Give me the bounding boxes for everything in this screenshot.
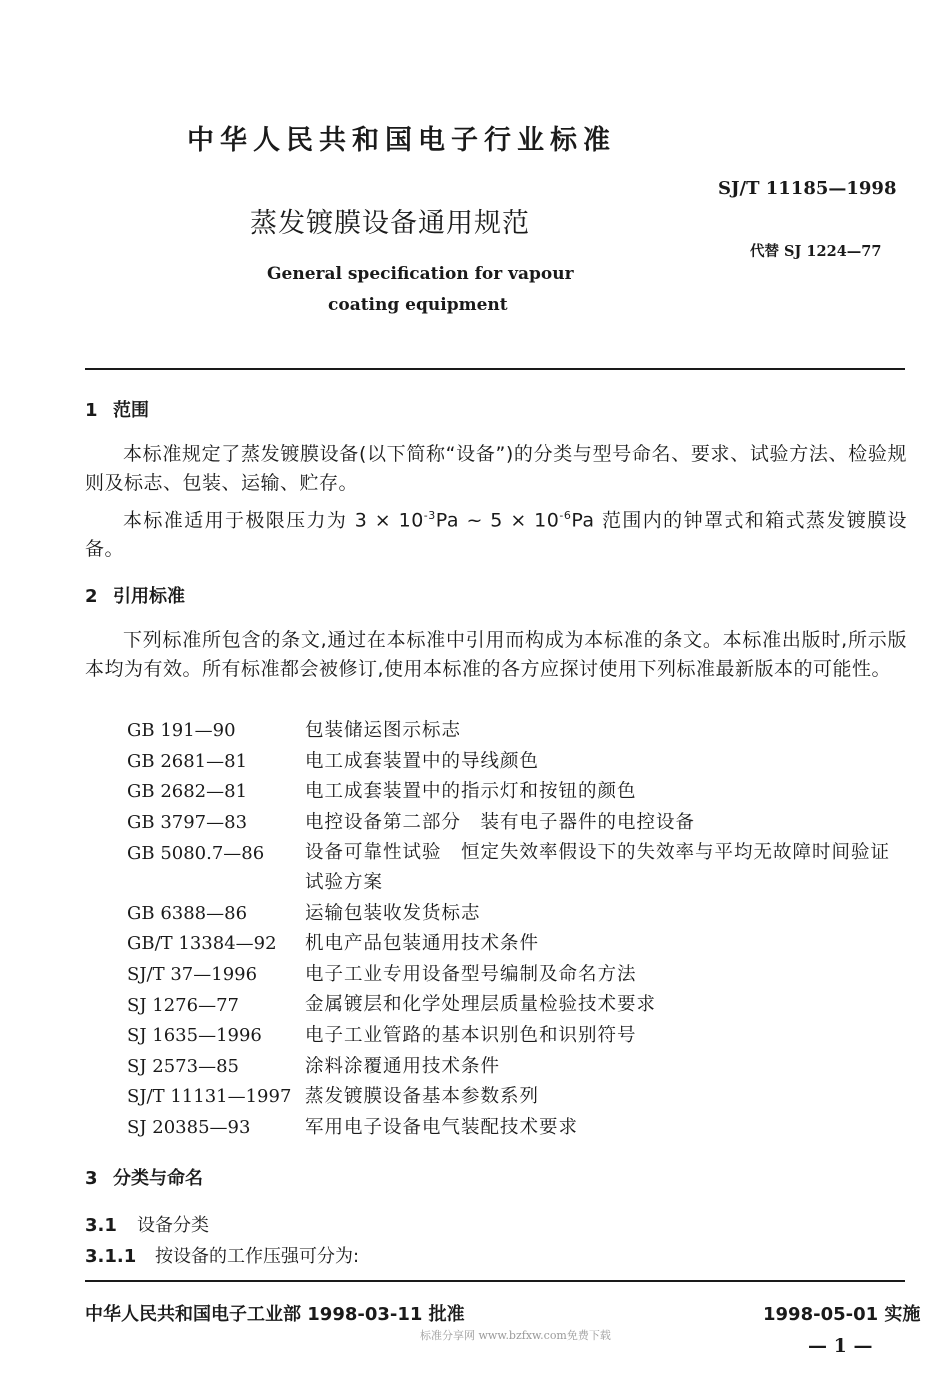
watermark-text: 标准分享网 www.bzfxw.com免费下载 [420, 1329, 611, 1342]
reference-title: 机电产品包装通用技术条件 [305, 933, 540, 954]
reference-code: GB 2682—81 [127, 781, 248, 802]
approval-statement: 中华人民共和国电子工业部 1998-03-11 批准 [85, 1304, 465, 1325]
section-3-1-1-title: 按设备的工作压强可分为: [155, 1246, 360, 1267]
reference-title: 金属镀层和化学处理层质量检验技术要求 [305, 994, 657, 1015]
scope-pressure-text-c: Pa 范围内的钟罩式和箱式蒸发镀膜设备。 [85, 509, 907, 561]
reference-code: SJ 1276—77 [127, 995, 239, 1016]
page-number: — 1 — [808, 1335, 873, 1357]
reference-code: SJ 20385—93 [127, 1117, 251, 1138]
section-1-heading [85, 396, 149, 422]
reference-title: 蒸发镀膜设备基本参数系列 [305, 1086, 540, 1107]
section-3-1-1-number: 3.1.1 [85, 1246, 137, 1267]
reference-title: 电工成套装置中的导线颜色 [305, 751, 540, 772]
reference-code: SJ 1635—1996 [127, 1025, 262, 1046]
section-1-number: 1 [85, 400, 98, 421]
header-divider [85, 368, 905, 370]
standard-number: SJ/T 11185—1998 [718, 178, 897, 199]
reference-code: GB 3797—83 [127, 812, 248, 833]
section-3-1-1-heading [85, 1242, 359, 1268]
scope-exponent-1: -3 [423, 509, 436, 522]
footer-divider [85, 1280, 905, 1282]
reference-title: 涂料涂覆通用技术条件 [305, 1056, 501, 1077]
scope-pressure-text-a: 本标准适用于极限压力为 3 × 10 [123, 509, 424, 532]
scope-exponent-2: -6 [559, 509, 572, 522]
reference-title: 电控设备第二部分 装有电子器件的电控设备 [305, 812, 696, 833]
section-3-1-heading [85, 1211, 209, 1237]
document-title: 蒸发镀膜设备通用规范 [250, 208, 530, 239]
scope-pressure-text-b: Pa ~ 5 × 10 [435, 509, 560, 532]
reference-title: 电子工业管路的基本识别色和识别符号 [305, 1025, 637, 1046]
reference-title: 电子工业专用设备型号编制及命名方法 [305, 964, 637, 985]
section-1-title: 范围 [113, 400, 149, 421]
section-2-heading [85, 582, 185, 608]
reference-code: GB 191—90 [127, 720, 236, 741]
section-3-1-number: 3.1 [85, 1215, 117, 1236]
reference-code: GB 5080.7—86 [127, 843, 265, 864]
section-2-intro: 下列标准所包含的条文,通过在本标准中引用而构成为本标准的条文。本标准出版时,所示版本均为有效。所有标准都会被修订,使用本标准的各方应探讨使用下列标准最新版本的可能性。 [85, 629, 907, 680]
section-3-number: 3 [85, 1168, 98, 1189]
reference-title: 运输包装收发货标志 [305, 903, 481, 924]
english-title-line2: coating equipment [328, 295, 508, 315]
issuing-authority: 中华人民共和国电子行业标准 [187, 125, 616, 156]
reference-code: GB 6388—86 [127, 903, 248, 924]
section-1-paragraph-1: 本标准规定了蒸发镀膜设备(以下简称“设备”)的分类与型号命名、要求、试验方法、检验规则及标志、包装、运输、贮存。 [85, 443, 907, 494]
reference-code: SJ/T 11131—1997 [127, 1086, 292, 1107]
section-2-title: 引用标准 [113, 586, 185, 607]
section-3-1-title: 设备分类 [137, 1215, 209, 1236]
reference-title: 电工成套装置中的指示灯和按钮的颜色 [305, 781, 637, 802]
reference-title: 包装储运图示标志 [305, 720, 462, 741]
section-3-title: 分类与命名 [113, 1168, 203, 1189]
reference-code: SJ/T 37—1996 [127, 964, 258, 985]
reference-code: SJ 2573—85 [127, 1056, 239, 1077]
reference-title: 军用电子设备电气装配技术要求 [305, 1117, 579, 1138]
section-2-number: 2 [85, 586, 98, 607]
replaces-standard: 代替 SJ 1224—77 [750, 243, 882, 260]
reference-title: 设备可靠性试验 恒定失效率假设下的失效率与平均无故障时间验证试验方案 [305, 842, 891, 893]
reference-code: GB/T 13384—92 [127, 933, 277, 954]
section-3-heading [85, 1164, 203, 1190]
section-1-paragraph-2 [85, 501, 907, 564]
effective-date: 1998-05-01 实施 [763, 1304, 921, 1325]
english-title-line1: General specification for vapour [267, 264, 574, 284]
reference-code: GB 2681—81 [127, 751, 248, 772]
